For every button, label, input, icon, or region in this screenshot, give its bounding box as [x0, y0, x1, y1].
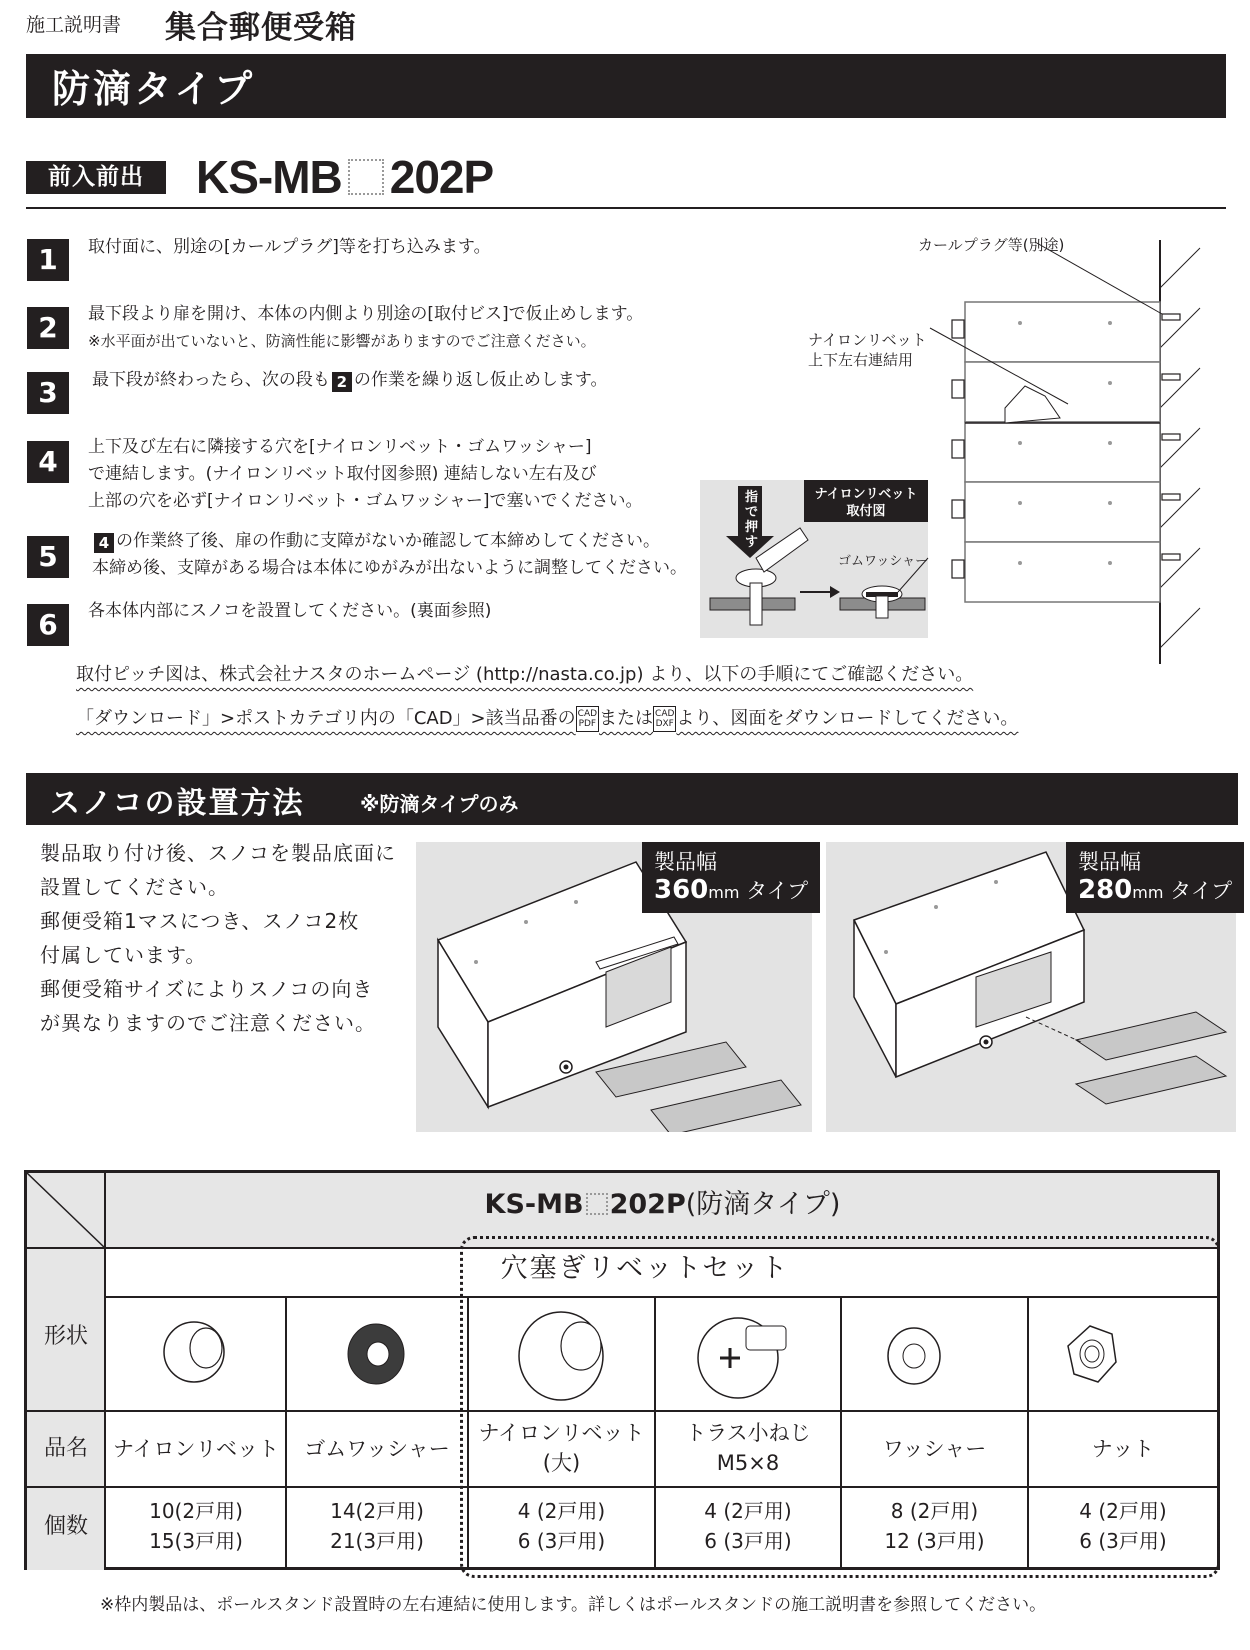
step-6-number: 6	[27, 604, 69, 646]
sunoko-desc-line: 付属しています。	[40, 943, 207, 967]
qty-nut-2: 4 (2戸用)	[1079, 1499, 1167, 1523]
qty-nylon-rivet-3: 15(3戸用)	[149, 1529, 243, 1553]
qty-truss-screw-2: 4 (2戸用)	[704, 1499, 792, 1523]
step-5-ref: 4	[94, 533, 114, 553]
download-info-line-2	[76, 704, 1018, 732]
nylon-rivet-icon	[164, 1322, 224, 1382]
step-2-main: 最下段より扉を開け、本体の内側より別途の[取付ビス]で仮止めします。	[88, 304, 644, 324]
download-step-text: 「ダウンロード」>ポストカテゴリ内の「CAD」>該当品番の	[76, 708, 576, 729]
label-push-with-finger: 指で押す	[745, 490, 759, 550]
sunoko-desc-line: 郵便受箱サイズによりスノコの向き	[40, 977, 374, 1001]
step-5-line-2: 本締め後、支障がある場合は本体にゆがみが出ないように調整してください。	[92, 558, 687, 578]
qty-nut	[1029, 1496, 1217, 1556]
step-4-line-1: 上下及び左右に隣接する穴を[ナイロンリベット・ゴムワッシャー]	[88, 437, 592, 457]
installation-diagram	[700, 228, 1230, 668]
step-4-line-2: で連結します。(ナイロンリベット取付図参照) 連結しない左右及び	[88, 464, 597, 484]
qty-washer-3: 12 (3戸用)	[884, 1529, 985, 1553]
part-name-nut: ナット	[1091, 1437, 1155, 1461]
nut-icon	[1068, 1326, 1116, 1382]
panel-280-type-word: タイプ	[1170, 879, 1233, 903]
cad-pdf-top: CAD	[577, 709, 598, 719]
step-4-line-3: 上部の穴を必ず[ナイロンリベット・ゴムワッシャー]で塞いでください。	[88, 491, 643, 511]
download-or-text: または	[599, 708, 654, 729]
panel-360-label	[642, 842, 820, 913]
download-info-line-1: 取付ピッチ図は、株式会社ナスタのホームページ (http://nasta.co.jp) より、以下の手順にてご確認ください。	[76, 664, 974, 685]
step-4-number: 4	[27, 441, 69, 483]
panel-360-type-word: タイプ	[746, 879, 809, 903]
cad-dxf-top: CAD	[655, 709, 675, 719]
step-6-text: 各本体内部にスノコを設置してください。(裏面参照)	[88, 601, 492, 621]
row-label-shape: 形状	[43, 1324, 88, 1349]
step-3-ref: 2	[332, 372, 352, 392]
qty-nut-3: 6 (3戸用)	[1079, 1529, 1167, 1553]
truss-screw-icon	[698, 1318, 786, 1398]
step-4-text	[88, 434, 693, 515]
document-type: 施工説明書	[26, 14, 122, 36]
label-rivet-figure-2: 取付図	[846, 504, 886, 519]
washer-icon	[888, 1328, 940, 1384]
qty-nylon-rivet-large-2: 4 (2戸用)	[517, 1499, 606, 1523]
download-end-text: より、図面をダウンロードしてください。	[676, 708, 1019, 729]
rivet-set-label: 穴塞ぎリベットセット	[500, 1253, 790, 1284]
qty-rubber-washer	[287, 1496, 467, 1556]
step-2-note: ※水平面が出ていないと、防滴性能に影響がありますのでご注意ください。	[88, 332, 596, 350]
row-label-qty: 個数	[43, 1514, 88, 1539]
step-5-number: 5	[27, 536, 69, 578]
qty-truss-screw-3: 6 (3戸用)	[704, 1529, 792, 1553]
model-number	[196, 150, 493, 204]
qty-nylon-rivet	[106, 1496, 286, 1556]
step-3-text-pre: 最下段が終わったら、次の段も	[92, 370, 330, 390]
table-title-model-prefix: KS-MB	[484, 1189, 584, 1220]
panel-360-unit: mm	[708, 883, 740, 902]
qty-rubber-washer-3: 21(3戸用)	[330, 1529, 424, 1553]
entry-type-tag: 前入前出	[26, 161, 166, 194]
part-name-nylon-rivet-large-2: (大)	[542, 1451, 581, 1475]
sunoko-desc-line: 製品取り付け後、スノコを製品底面に	[40, 841, 396, 865]
label-rivet-figure-1: ナイロンリベット	[814, 487, 918, 502]
sunoko-banner-title: スノコの設置方法	[50, 786, 305, 821]
model-suffix: 202P	[389, 151, 494, 203]
panel-280-label	[1066, 842, 1244, 913]
sunoko-banner-note: ※防滴タイプのみ	[360, 792, 519, 816]
cad-pdf-icon	[576, 706, 599, 732]
step-3-text	[92, 367, 697, 394]
table-title-placeholder-box	[586, 1193, 608, 1215]
qty-nylon-rivet-large-3: 6 (3戸用)	[517, 1529, 606, 1553]
step-3-number: 3	[27, 372, 69, 414]
part-name-nylon-rivet-large-1: ナイロンリベット	[478, 1421, 645, 1445]
panel-360-width-label: 製品幅	[654, 850, 717, 874]
sunoko-desc-line: 郵便受箱1マスにつき、スノコ2枚	[40, 909, 360, 933]
label-nylon-rivet-connect	[808, 330, 927, 370]
sunoko-description	[40, 836, 400, 1040]
document-title: 集合郵便受箱	[165, 10, 357, 46]
part-name-truss-screw-2: M5×8	[716, 1451, 780, 1475]
part-name-nylon-rivet-large	[469, 1418, 654, 1478]
qty-nylon-rivet-2: 10(2戸用)	[149, 1499, 243, 1523]
table-title-model-suffix: 202P	[609, 1189, 686, 1220]
panel-360-size: 360	[654, 875, 709, 905]
label-nylon-rivet: ナイロンリベット	[808, 331, 927, 349]
header-rule	[26, 207, 1226, 209]
part-name-nylon-rivet: ナイロンリベット	[112, 1437, 280, 1461]
table-title-note: (防滴タイプ)	[685, 1189, 841, 1220]
type-banner-text: 防滴タイプ	[52, 67, 256, 111]
qty-rubber-washer-2: 14(2戸用)	[330, 1499, 424, 1523]
step-1-text: 取付面に、別途の[カールプラグ]等を打ち込みます。	[88, 237, 491, 257]
cad-dxf-icon	[653, 706, 676, 732]
qty-washer	[842, 1496, 1027, 1556]
cad-dxf-bottom: DXF	[655, 719, 674, 729]
step-5-line-1: の作業終了後、扉の作動に支障がないか確認して本締めしてください。	[116, 531, 660, 551]
panel-280-unit: mm	[1132, 883, 1164, 902]
label-connect-use: 上下左右連結用	[808, 351, 914, 369]
part-name-truss-screw	[656, 1418, 840, 1478]
qty-washer-2: 8 (2戸用)	[890, 1499, 979, 1523]
step-2-text	[88, 301, 693, 355]
sunoko-desc-line: 設置してください。	[40, 875, 229, 899]
part-name-rubber-washer: ゴムワッシャー	[304, 1437, 450, 1461]
part-name-washer: ワッシャー	[882, 1437, 987, 1461]
table-hline-corner	[24, 1247, 104, 1249]
label-rubber-washer: ゴムワッシャー	[838, 554, 929, 569]
cad-pdf-bottom: PDF	[578, 719, 597, 729]
parts-shapes	[106, 1300, 1218, 1408]
qty-truss-screw	[656, 1496, 840, 1556]
table-footnote: ※枠内製品は、ポールスタンド設置時の左右連結に使用します。詳しくはポールスタンドの施工説明書を参照してください。	[100, 1595, 1047, 1615]
label-curl-plug: カールプラグ等(別途)	[918, 236, 1065, 254]
sunoko-desc-line: が異なりますのでご注意ください。	[40, 1011, 376, 1035]
label-rivet-figure	[804, 486, 928, 520]
model-prefix: KS-MB	[196, 151, 342, 203]
step-3-text-post: の作業を繰り返し仮止めします。	[353, 370, 608, 390]
step-5-text	[92, 528, 697, 582]
row-label-name: 品名	[43, 1436, 88, 1461]
table-corner-diagonal	[27, 1173, 105, 1248]
nylon-rivet-large-icon	[519, 1312, 603, 1400]
model-placeholder-box	[348, 159, 384, 195]
rubber-washer-icon	[348, 1324, 404, 1384]
qty-nylon-rivet-large	[469, 1496, 654, 1556]
table-title	[105, 1190, 1220, 1220]
panel-280-size: 280	[1078, 875, 1133, 905]
step-2-number: 2	[27, 307, 69, 349]
panel-280-width-label: 製品幅	[1078, 850, 1141, 874]
part-name-truss-screw-1: トラス小ねじ	[685, 1421, 811, 1445]
step-1-number: 1	[27, 239, 69, 281]
